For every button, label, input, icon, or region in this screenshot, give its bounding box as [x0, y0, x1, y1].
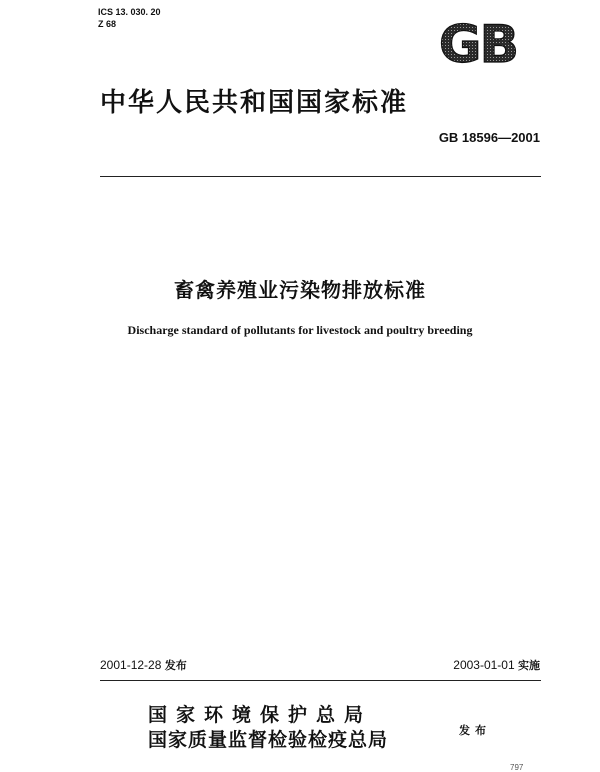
issue-date-line [100, 657, 187, 673]
gb-logo [424, 18, 532, 66]
top-divider [100, 176, 541, 177]
ccs-code: Z 68 [98, 19, 117, 29]
document-title-cn: 畜禽养殖业污染物排放标准 [174, 278, 426, 302]
implement-label: 实施 [518, 660, 540, 672]
issue-date: 2001-12-28 [100, 658, 162, 672]
gb-logo-text: GB [438, 18, 518, 66]
bottom-divider [100, 680, 541, 681]
classification-codes [98, 6, 161, 30]
issuing-org-2: 国家质量监督检验检疫总局 [148, 729, 389, 751]
page-number: 797 [510, 763, 524, 772]
publish-label: 发布 [459, 724, 491, 737]
implement-date: 2003-01-01 [453, 658, 515, 672]
implement-date-line [453, 657, 540, 673]
national-standard-title: 中华人民共和国国家标准 [100, 88, 409, 118]
document-title-en: Discharge standard of pollutants for livestock and poultry breeding [127, 323, 473, 337]
standard-number: GB 18596—2001 [438, 130, 540, 145]
issuing-org-1: 国家环境保护总局 [148, 704, 373, 726]
issue-label: 发布 [164, 660, 187, 672]
ics-code: ICS 13. 030. 20 [98, 7, 161, 17]
